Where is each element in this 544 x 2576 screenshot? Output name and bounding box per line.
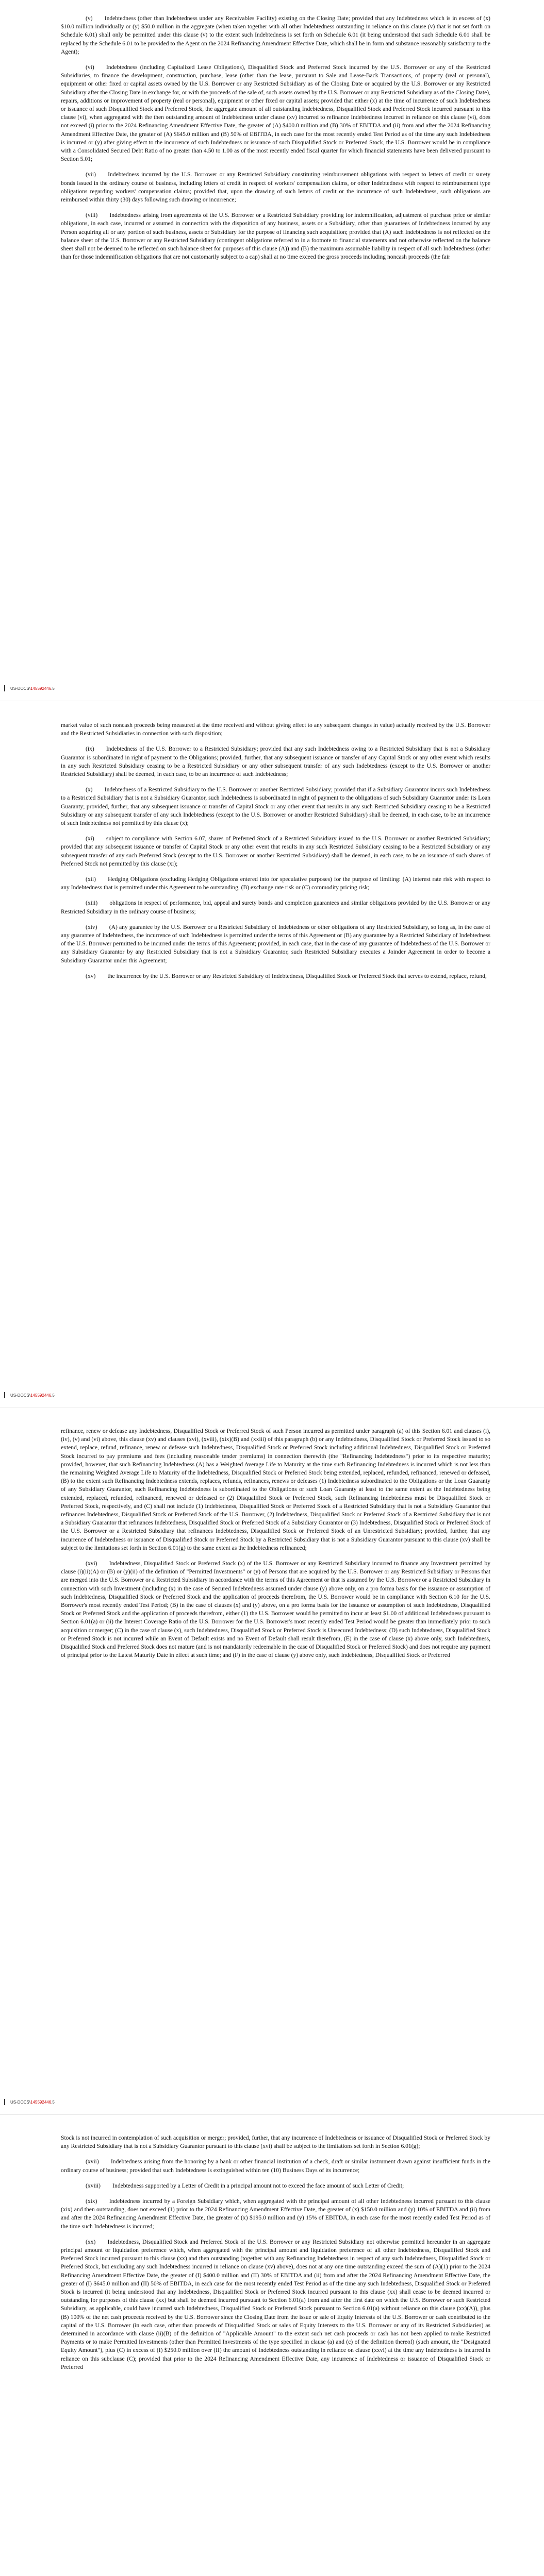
footer-docid: 145592446 [30, 686, 52, 691]
page-body [61, 1427, 490, 1659]
paragraph: (xii) Hedging Obligations (excluding Hedging Obligations entered into for speculative purposes) for the purpose of limiting: (A) interest rate risk with respect to any Indebtedness that is permitted under this Agreement to be outstanding, (B) exchange rate risk or (C) commodity pricing risk; [61, 876, 490, 891]
page-body [61, 2134, 490, 2371]
paragraph: (x) Indebtedness of a Restricted Subsidiary to the U.S. Borrower or another Restricted Subsidiary; provided that if a Subsidiary Guarantor incurs such Indebtedness to a Restricted Subsidiary that is not a Subsidiary Guarantor, such Indebtedness is subordinated in right of payment to the obligations of such Subsidiary Guarantor under its Loan Guaranty; provided, further, that any subsequent issuance or transfer of Capital Stock or any other event that results in any such Restricted Subsidiary ceasing to be a Restricted Subsidiary or any subsequent transfer of any such Indebtedness (except to the U.S. Borrower or another Restricted Subsidiary) shall be deemed, in each case, to be an incurrence of such Indebtedness not permitted by this clause (x); [61, 786, 490, 827]
page-body [61, 721, 490, 980]
footer-prefix: US-DOCS\ [10, 2100, 31, 2105]
page-marker [4, 685, 5, 691]
paragraph: refinance, renew or defease any Indebtedness, Disqualified Stock or Preferred Stock of such Person incurred as permitted under paragraph (a) of this Section 6.01 and clauses (i), (iv), (v) and (vi) above, this clause (xv) and clauses (xvi), (xviii), (xix)(B) and (xxiii) of this paragraph (b) or any Indebtedness, Disqualified Stock or Preferred Stock issued to so extend, replace, refund, refinance, renew or defease such Indebtedness, Disqualified Stock or Preferred Stock including additional Indebtedness, Disqualified Stock or Preferred Stock incurred to pay premiums and fees (including reasonable tender premiums) in connection therewith (the "Refinancing Indebtedness") prior to its respective maturity; provided, however, that such Refinancing Indebtedness (A) has a Weighted Average Life to Maturity at the time such Refinancing Indebtedness is incurred which is not less than the remaining Weighted Average Life to Maturity of the Indebtedness, Disqualified Stock or Preferred Stock being extended, replaced, refunded, refinanced, renewed or defeased, (B) to the extent such Refinancing Indebtedness extends, replaces, refunds, refinances, renews or defeases (1) Indebtedness subordinated to the Obligations or the Loan Guaranty of any Subsidiary Guarantor, such Refinancing Indebtedness is subordinated to the Obligations or such Loan Guaranty at least to the same extent as the Indebtedness being extended, replaced, refunded, refinanced, renewed or defeased or (2) Disqualified Stock or Preferred Stock, such Refinancing Indebtedness must be Disqualified Stock or Preferred Stock, respectively, and (C) shall not include (1) Indebtedness, Disqualified Stock or Preferred Stock of a Restricted Subsidiary that is not a Subsidiary Guarantor that refinances Indebtedness, Disqualified Stock or Preferred Stock of the U.S. Borrower, (2) Indebtedness, Disqualified Stock or Preferred Stock of a Restricted Subsidiary that is not a Subsidiary Guarantor that refinances Indebtedness, Disqualified Stock or Preferred Stock of a Subsidiary Guarantor or (3) Indebtedness, Disqualified Stock or Preferred Stock of the U.S. Borrower or a Restricted Subsidiary that refinances Indebtedness, Disqualified Stock or Preferred Stock of an Unrestricted Subsidiary; provided, further, that any incurrence of Indebtedness or issuance of Disqualified Stock or Preferred Stock by a Restricted Subsidiary that is not a Subsidiary Guarantor pursuant to this clause (xv) shall be subject to the limitations set forth in Section 6.01(g) to the same extent as the Indebtedness refinanced; [61, 1428, 490, 1551]
paragraph: (xvi) Indebtedness, Disqualified Stock or Preferred Stock (x) of the U.S. Borrower or any Restricted Subsidiary incurred to finance any Investment permitted by clause (i)(ii)(A) or (B) or (y)(ii) of the definition of "Permitted Investments" or (y) of Persons that are acquired by the U.S. Borrower or any Restricted Subsidiary or Persons that are merged into the U.S. Borrower or a Restricted Subsidiary in accordance with the terms of this Agreement or that is assumed by the U.S. Borrower or a Restricted Subsidiary in connection with such Investment (including (x) in the case of Secured Indebtedness assumed under clause (y) above only, on a pro forma basis for the issuance or assumption of such Indebtedness, Disqualified Stock or Preferred Stock and the application of proceeds therefrom, the U.S. Borrower would be in compliance with Section 6.10 for the U.S. Borrower's most recently ended Test Period; (B) in the case of clauses (x) and (y) above, on a pro forma basis for the issuance or assumption of such Indebtedness, Disqualified Stock or Preferred Stock and the application of proceeds therefrom, either (1) the U.S. Borrower would be permitted to incur at least $1.00 of additional Indebtedness pursuant to Section 6.01(a) or (ii) the Interest Coverage Ratio of the U.S. Borrower for the U.S. Borrower's most recently ended Test Period would be greater than immediately prior to such acquisition or merger; (C) in the case of clause (x), such Indebtedness, Disqualified Stock or Preferred Stock is Unsecured Indebtedness; (D) such Indebtedness, Disqualified Stock or Preferred Stock is not incurred while an Event of Default exists and no Event of Default shall result therefrom, (E) in the case of clause (x) above only, such Indebtedness, Disqualified Stock and Preferred Stock does not mature (and is not mandatorily redeemable in the case of Disqualified Stock or Preferred Stock) and does not require any payment of principal prior to the Latest Maturity Date in effect at such time; and (F) in the case of clause (y) above only, such Indebtedness, Disqualified Stock or Preferred [61, 1560, 490, 1659]
paragraph: (xv) the incurrence by the U.S. Borrower or any Restricted Subsidiary of Indebtedness, Disqualified Stock or Preferred Stock that serves to extend, replace, refund, [86, 972, 487, 979]
paragraph: (xiv) (A) any guarantee by the U.S. Borrower or a Restricted Subsidiary of Indebtedness or other obligations of any Restricted Subsidiary, so long as, in the case of any guarantee of Indebtedness, the incurrence of such Indebtedness is permitted under the terms of this Agreement or (B) any guarantee by a Restricted Subsidiary of Indebtedness of the U.S. Borrower permitted to be incurred under the terms of this Agreement; provided, in each case, that in the case of any guarantee of Indebtedness of the U.S. Borrower or any Subsidiary Guarantor by any Restricted Subsidiary that is not a Subsidiary Guarantor, such Restricted Subsidiary executes a Joinder Agreement in order to become a Subsidiary Guarantor under this Agreement; [61, 923, 490, 964]
footer-version: .5 [51, 2100, 55, 2105]
page-separator [0, 2114, 544, 2115]
paragraph: (vi) Indebtedness (including Capitalized Lease Obligations), Disqualified Stock and Preferred Stock incurred by the U.S. Borrower or any of the Restricted Subsidiaries, to finance the development, construction, purchase, lease (other than the lease, pursuant to Sale and Lease-Back Transactions, of property (real or personal), equipment or other fixed or capital assets owned by the U.S. Borrower or any Restricted Subsidiary as of the Closing Date or acquired by the U.S. Borrower or any Restricted Subsidiary after the Closing Date in exchange for, or with the proceeds of the sale of, such assets owned by the U.S. Borrower or any Restricted Subsidiary as of the Closing Date), repairs, additions or improvement of property (real or personal), equipment or other fixed or capital assets; provided that either (x) at the time of incurrence of such Indebtedness or issuance of such Disqualified Stock and Preferred Stock, the aggregate amount of all outstanding Indebtedness, Disqualified Stock and Preferred Stock incurred pursuant to this clause (vi), when aggregated with the then outstanding amount of Indebtedness under clause (xv) incurred to refinance Indebtedness incurred in reliance on this clause (vi), does not exceed (i) prior to the 2024 Refinancing Amendment Effective Date, the greater of (A) $400.0 million and (B) 30% of EBITDA and (ii) from and after the 2024 Refinancing Amendment Effective Date, the greater of (A) $645.0 million and (B) 50% of EBITDA, in each case for the most recently ended Test Period as of the time any such Indebtedness is incurred or (y) after giving effect to the incurrence of such Indebtedness or issuance of such Disqualified Stock or Preferred Stock, the U.S. Borrower would be in compliance with a Consolidated Secured Debt Ratio of no greater than 4.50 to 1.00 as of the most recently ended fiscal quarter for which financial statements have been delivered pursuant to Section 5.01; [61, 64, 490, 163]
paragraph: (xix) Indebtedness incurred by a Foreign Subsidiary which, when aggregated with the principal amount of all other Indebtedness incurred pursuant to this clause (xix) and then outstanding, does not exceed (1) prior to the 2024 Refinancing Amendment Effective Date, the greater of (x) $150.0 million and (y) 10% of EBITDA and (ii) from and after the 2024 Refinancing Amendment Effective Date, the greater of (x) $195.0 million and (y) 15% of EBITDA, in each case for the most recently ended Test Period as of the time such Indebtedness is incurred; [61, 2198, 490, 2230]
page-footer [10, 1393, 55, 1398]
paragraph: (vii) Indebtedness incurred by the U.S. Borrower or any Restricted Subsidiary constituting reimbursement obligations with respect to letters of credit or surety bonds issued in the ordinary course of business, including letters of credit in respect of workers' compensation claims, or other Indebtedness with respect to reimbursement type obligations regarding workers' compensation claims; provided that, upon the drawing of such letters of credit or the incurrence of such Indebtedness, such obligations are reimbursed within thirty (30) days following such drawing or incurrence; [61, 171, 490, 204]
paragraph: (xx) Indebtedness, Disqualified Stock and Preferred Stock of the U.S. Borrower or any Restricted Subsidiary not otherwise permitted hereunder in an aggregate principal amount or liquidation preference which, when aggregated with the principal amount and liquidation preference of all other Indebtedness, Disqualified Stock and Preferred Stock incurred pursuant to this clause (xx) and then outstanding (together with any Refinancing Indebtedness in respect of any such Indebtedness, Disqualified Stock or Preferred Stock, but excluding any such Indebtedness incurred in reliance on clause (xv) above), does not at any one time outstanding exceed the sum of (A)(1) prior to the 2024 Refinancing Amendment Effective Date, the greater of (I) $400.0 million and (II) 30% of EBITDA and (ii) from and after the 2024 Refinancing Amendment Effective Date, the greater of (I) $645.0 million and (II) 50% of EBITDA, in each case for the most recently ended Test Period as of the time any such Indebtedness, Disqualified Stock or Preferred Stock is incurred (it being understood that any Indebtedness, Disqualified Stock or Preferred Stock incurred pursuant to this clause (xx) shall cease to be deemed incurred or outstanding for purposes of this clause (xx) but shall be deemed incurred pursuant to Section 6.01(a) from and after the first date on which the U.S. Borrower or such Restricted Subsidiary, as applicable, could have incurred such Indebtedness, Disqualified Stock or Preferred Stock pursuant to Section 6.01(a) without reliance on this clause (xx)(A)), plus (B) 100% of the net cash proceeds received by the U.S. Borrower since the Closing Date from the issue or sale of Equity Interests of the U.S. Borrower or cash contributed to the capital of the U.S. Borrower (in each case, other than proceeds of Disqualified Stock or sales of Equity Interests to the U.S. Borrower or any of its Restricted Subsidiaries) as determined in accordance with clause (ii)(B) of the definition of "Applicable Amount" to the extent such net cash proceeds or cash has not been applied to make Restricted Payments or to make Permitted Investments (other than Permitted Investments of the type specified in clause (a) and (c) of the definition thereof) (such amount, the "Designated Equity Amount"), plus (C) in excess of (I) $250.0 million over (II) the amount of Indebtedness outstanding in reliance on clause (xxvi) at the time any Indebtedness is incurred in reliance on this subclause (C); provided that prior to the 2024 Refinancing Amendment Effective Date, any incurrence of Indebtedness or issuance of Disqualified Stock or Preferred [61, 2238, 490, 2370]
page-3 [0, 1427, 544, 2107]
footer-prefix: US-DOCS\ [10, 1393, 31, 1398]
footer-docid: 145592446 [30, 1393, 52, 1398]
page-marker [4, 1392, 5, 1398]
footer-prefix: US-DOCS\ [10, 686, 31, 691]
paragraph: (xi) subject to compliance with Section 6.07, shares of Preferred Stock of a Restricted Subsidiary issued to the U.S. Borrower or another Restricted Subsidiary; provided that any subsequent issuance or transfer of Capital Stock or any other event that results in any such Restricted Subsidiary ceasing to be a Restricted Subsidiary or any subsequent transfer of any such Preferred Stock (except to the U.S. Borrower or another Restricted Subsidiary) shall be deemed, in each case, to be an issuance of such shares of Preferred Stock not permitted by this clause (xi); [61, 835, 490, 867]
paragraph: market value of such noncash proceeds being measured at the time received and without giving effect to any subsequent changes in value) actually received by the U.S. Borrower and the Restricted Subsidiaries in connection with such disposition; [61, 722, 490, 737]
paragraph: (viii) Indebtedness arising from agreements of the U.S. Borrower or a Restricted Subsidiary providing for indemnification, adjustment of purchase price or similar obligations, in each case, incurred or assumed in connection with the disposition of any business, assets or a Subsidiary, other than guarantees of Indebtedness incurred by any Person acquiring all or any portion of such business, assets or Subsidiary for the purpose of financing such acquisition; provided that (A) such Indebtedness is not reflected on the balance sheet of the U.S. Borrower or any Restricted Subsidiary (contingent obligations referred to in a footnote to financial statements and not otherwise reflected on the balance sheet shall not be deemed to be reflected on such balance sheet for purposes of this clause (A)) and (B) the maximum assumable liability in respect of all such Indebtedness (other than for those indemnification obligations that are not customarily subject to a cap) shall at no time exceed the gross proceeds including noncash proceeds (the fair [61, 212, 490, 261]
page-footer [10, 2100, 55, 2105]
page-1 [0, 14, 544, 694]
page-footer [10, 686, 55, 691]
paragraph: (xviii) Indebtedness supported by a Letter of Credit in a principal amount not to exceed the face amount of such Letter of Credit; [86, 2182, 404, 2189]
page-body [61, 14, 490, 261]
paragraph: (xvii) Indebtedness arising from the honoring by a bank or other financial institution of a check, draft or similar instrument drawn against insufficient funds in the ordinary course of business; provided that such Indebtedness is extinguished within ten (10) Business Days of its incurrence; [61, 2158, 490, 2174]
footer-version: .5 [51, 1393, 55, 1398]
footer-version: .5 [51, 686, 55, 691]
page-marker [4, 2099, 5, 2105]
paragraph: (xiii) obligations in respect of performance, bid, appeal and surety bonds and completion guarantees and similar obligations provided by the U.S. Borrower or any Restricted Subsidiary in the ordinary course of business; [61, 900, 490, 915]
paragraph: Stock is not incurred in contemplation of such acquisition or merger; provided, further, that any incurrence of Indebtedness or issuance of Disqualified Stock or Preferred Stock by any Restricted Subsidiary that is not a Subsidiary Guarantor pursuant to this clause (xvi) shall be subject to the limitations set forth in Section 6.01(g); [61, 2134, 490, 2150]
page-4 [0, 2134, 544, 2576]
footer-docid: 145592446 [30, 2100, 52, 2105]
paragraph: (v) Indebtedness (other than Indebtedness under any Receivables Facility) existing on the Closing Date; provided that any Indebtedness which is in excess of (x) $10.0 million individually or (y) $50.0 million in the aggregate (when taken together with all other Indebtedness outstanding in reliance on this clause (v) that is not set forth on Schedule 6.01) shall only be permitted under this clause (v) to the extent such Indebtedness is set forth on Schedule 6.01 (it being understood that such Schedule 6.01 shall be replaced by the Schedule 6.01 to be provided to the Agent on the 2024 Refinancing Amendment Effective Date, which shall be in form and substance reasonably satisfactory to the Agent); [61, 15, 490, 55]
paragraph: (ix) Indebtedness of the U.S. Borrower to a Restricted Subsidiary; provided that any such Indebtedness owing to a Restricted Subsidiary that is not a Subsidiary Guarantor is subordinated in right of payment to the Obligations; provided, further, that any subsequent issuance or transfer of any Capital Stock or any other event which results in any such Restricted Subsidiary ceasing to be a Restricted Subsidiary or any other subsequent transfer of any such Indebtedness (except to the U.S. Borrower or another Restricted Subsidiary) shall be deemed, in each case, to be an incurrence of such Indebtedness; [61, 745, 490, 778]
page-2 [0, 721, 544, 1401]
